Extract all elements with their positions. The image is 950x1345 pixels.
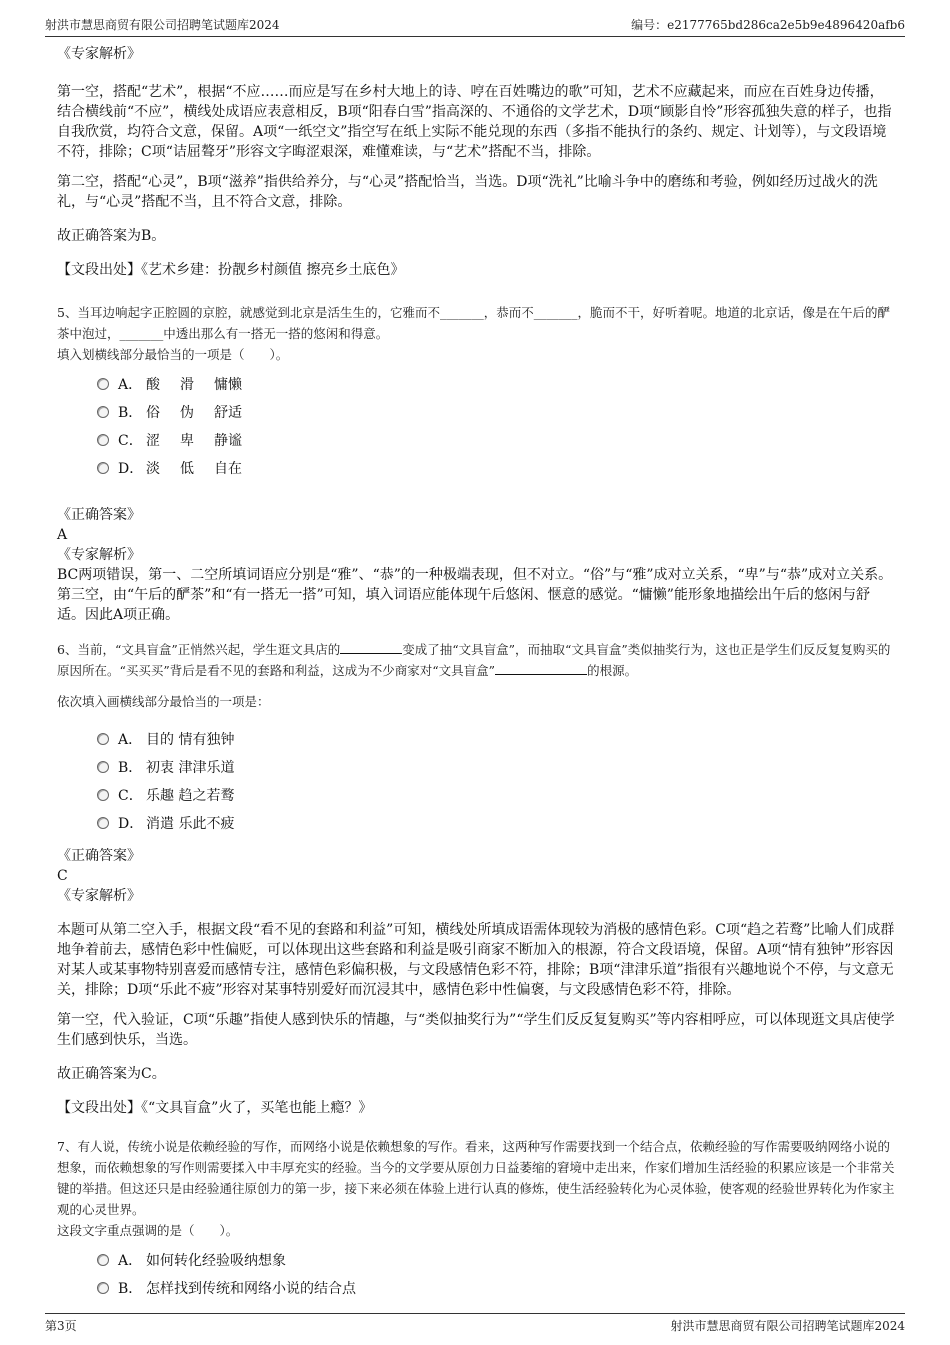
radio-icon[interactable] — [97, 761, 109, 773]
q5-answer: A — [57, 527, 68, 543]
radio-icon[interactable] — [97, 1254, 109, 1266]
q7-prompt: 这段文字重点强调的是（ ）。 — [57, 1223, 239, 1238]
radio-icon[interactable] — [97, 733, 109, 745]
q5-options — [57, 371, 895, 483]
footer-title: 射洪市慧思商贸有限公司招聘笔试题库2024 — [670, 1319, 905, 1333]
q7-stem: 7、有人说，传统小说是依赖经验的写作，而网络小说是依赖想象的写作。看来，这两种写作需要找到一个结合点，依赖经验的写作需要吸纳网络小说的想象，而依赖想象的写作则需要揉入中丰厚充实的经验。当今的文学要从原创力日益萎缩的窘境中走出来，作家们增加生活经验的积累应该是一个非常关键的举措。但这还只是由经验通往原创力的第一步，接下来必须在体验上进行认真的修炼，使生活经验转化为心灵体验，使客观的经验世界转化为作家主观的心灵世界。 — [57, 1139, 895, 1217]
q5-prompt: 填入划横线部分最恰当的一项是（ ）。 — [57, 347, 289, 362]
q6-option-b[interactable]: B． 初衷 津津乐道 — [57, 754, 895, 782]
q6-answer-label: 《正确答案》 — [57, 848, 141, 864]
q6-analysis-para1: 本题可从第二空入手，根据文段“看不见的套路和利益”可知，横线处所填成语需体现较为消极的感情色彩。C项“趋之若鹜”比喻人们成群地争着前去，感情色彩中性偏贬，可以体现出这些套路和利益是吸引商家不断加入的根源，符合文段语境，保留。A项“情有独钟”形容因对某人或某事物特别喜爱而感情专注，感情色彩偏积极，与文段感情色彩不符，排除；B项“津津乐道”指很有兴趣地说个不停，与文意无关，排除；D项“乐此不疲”形容对某事特别爱好而沉浸其中，感情色彩中性偏褒，与文段感情色彩不符，排除。 — [57, 922, 895, 998]
q6-analysis-para2: 第一空，代入验证，C项“乐趣”指使人感到快乐的情趣，与“类似抽奖行为”“学生们反反复复购买”等内容相呼应，可以体现逛文具店使学生们感到快乐，当选。 — [57, 1012, 895, 1048]
q5-option-d[interactable]: D． 淡 低 自在 — [57, 455, 895, 483]
q6-option-c[interactable]: C． 乐趣 趋之若鹜 — [57, 782, 895, 810]
q5-expert-label: 《专家解析》 — [57, 547, 141, 563]
q5-analysis: BC两项错误，第一、二空所填词语应分别是“雅”、“恭”的一种极端表现，但不对立。“俗”与“雅”成对立关系，“卑”与“恭”成对立关系。第三空，由“午后的酽茶”和“有一搭无一搭”可知，填入词语应能体现午后悠闲、惬意的感觉。“慵懒”能形象地描绘出午后的悠闲与舒适。因此A项正确。 — [57, 567, 893, 623]
radio-icon[interactable] — [97, 789, 109, 801]
q6-prompt: 依次填入画横线部分最恰当的一项是： — [57, 694, 270, 709]
q4-expert-label: 《专家解析》 — [57, 46, 141, 62]
header-serial: 编号：e2177765bd286ca2e5b9e4896420afb6 — [631, 18, 905, 32]
radio-icon[interactable] — [97, 406, 109, 418]
q4-analysis-para1: 第一空，搭配“艺术”，根据“不应……而应是写在乡村大地上的诗、哼在百姓嘴边的歌”可知，艺术不应藏起来，而应在百姓身边传播，结合横线前“不应”，横线处成语应表意相反，B项“阳春白雪”指高深的、不通俗的文学艺术，D项“顾影自怜”形容孤独失意的样子，也指自我欣赏，均符合文意，保留。A项“一纸空文”指空写在纸上实际不能兑现的东西（多指不能执行的条约、规定、计划等），与文段语境不符，排除；C项“诘屈聱牙”形容文字晦涩艰深，难懂难读，与“艺术”搭配不当，排除。 — [57, 84, 892, 160]
q5-option-c[interactable]: C． 涩 卑 静谧 — [57, 427, 895, 455]
q4-answer-line: 故正确答案为B。 — [57, 228, 166, 244]
page-header — [45, 16, 905, 37]
q5-answer-label: 《正确答案》 — [57, 507, 141, 523]
q6-source: 【文段出处】《“文具盲盒”火了，买笔也能上瘾？》 — [57, 1100, 373, 1116]
content — [57, 44, 895, 1303]
page-footer — [45, 1313, 905, 1337]
q7-option-b[interactable]: B． 怎样找到传统和网络小说的结合点 — [57, 1275, 895, 1303]
header-title: 射洪市慧思商贸有限公司招聘笔试题库2024 — [45, 18, 280, 32]
radio-icon[interactable] — [97, 1282, 109, 1294]
q6-option-a[interactable]: A． 目的 情有独钟 — [57, 726, 895, 754]
q5-stem: 5、当耳边响起字正腔圆的京腔，就感觉到北京是活生生的，它雅而不_______，恭而不_______，脆而不干，好听着呢。地道的北京话，像是在午后的酽茶中泡过，_______中透出那么有一搭无一搭的悠闲和得意。 — [57, 305, 890, 341]
radio-icon[interactable] — [97, 462, 109, 474]
q6-answer: C — [57, 868, 68, 884]
q6-options — [57, 726, 895, 838]
q4-analysis-para2: 第二空，搭配“心灵”，B项“滋养”指供给养分，与“心灵”搭配恰当，当选。D项“洗礼”比喻斗争中的磨练和考验，例如经历过战火的洗礼，与“心灵”搭配不当，且不符合文意，排除。 — [57, 174, 878, 210]
q6-blank-1 — [340, 641, 402, 654]
q6-option-d[interactable]: D． 消遣 乐此不疲 — [57, 810, 895, 838]
q6-blank-2 — [495, 662, 587, 675]
radio-icon[interactable] — [97, 378, 109, 390]
q5-option-b[interactable]: B． 俗 伪 舒适 — [57, 399, 895, 427]
q6-answer-line: 故正确答案为C。 — [57, 1066, 166, 1082]
q7-options — [57, 1247, 895, 1303]
q7-option-a[interactable]: A． 如何转化经验吸纳想象 — [57, 1247, 895, 1275]
q5-option-a[interactable]: A． 酸 滑 慵懒 — [57, 371, 895, 399]
q6-stem: 6、当前，“文具盲盒”正悄然兴起，学生逛文具店的 变成了抽“文具盲盒”，而抽取“文具盲盒”类似抽奖行为，这也正是学生们反反复复购买的原因所在。“买买买”背后是看不见的套路和利益，这成为不少商家对“文具盲盒” 的根源。 — [57, 642, 891, 678]
q4-source: 【文段出处】《艺术乡建：扮靓乡村颜值 擦亮乡土底色》 — [57, 262, 405, 278]
radio-icon[interactable] — [97, 434, 109, 446]
page-number: 第3页 — [45, 1319, 77, 1333]
q6-expert-label: 《专家解析》 — [57, 888, 141, 904]
radio-icon[interactable] — [97, 817, 109, 829]
